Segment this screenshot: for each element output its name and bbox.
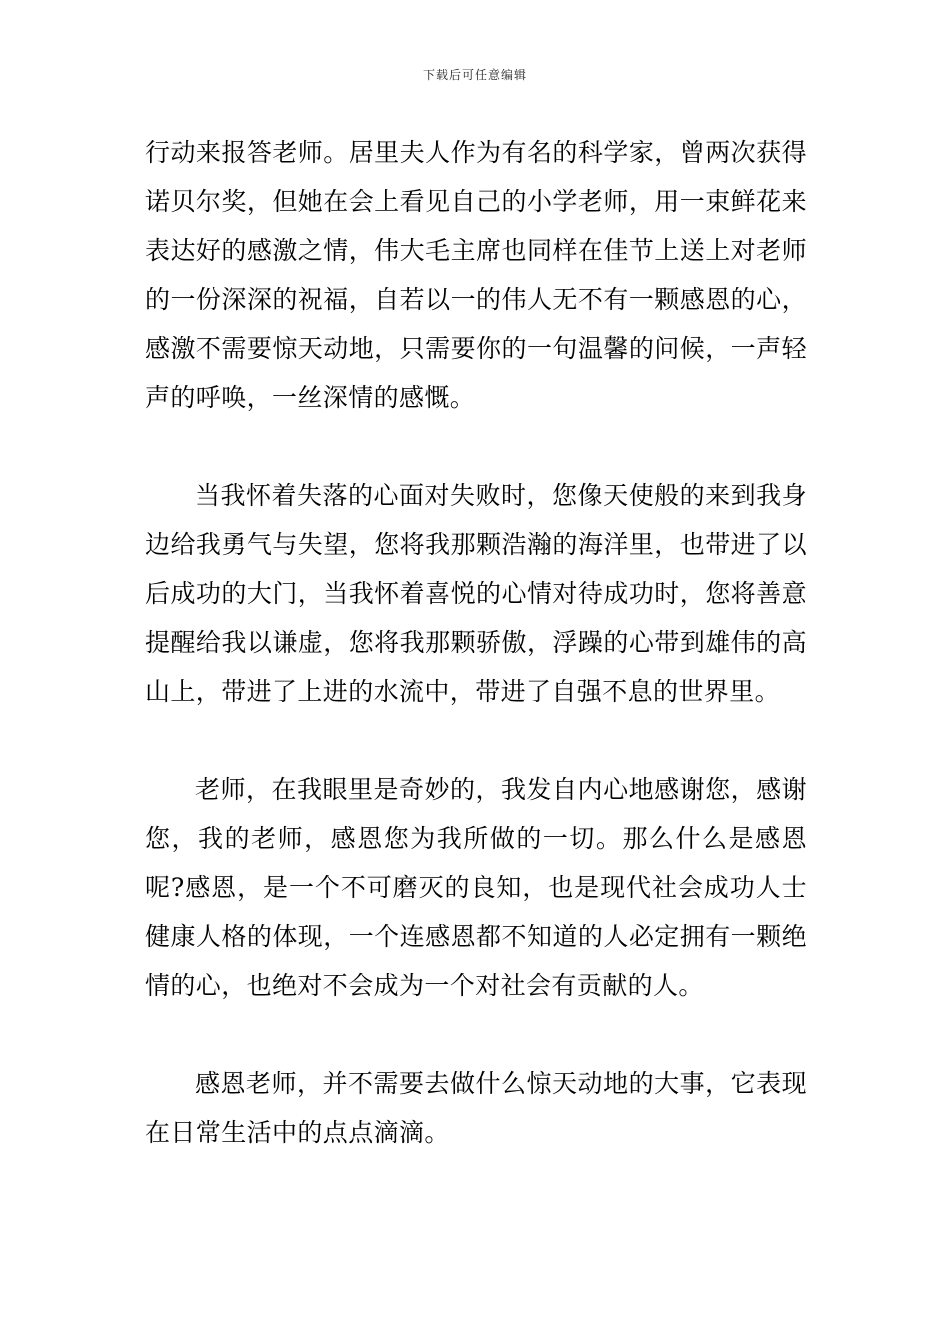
document-body [145, 128, 807, 1206]
page-header: 下载后可任意编辑 [422, 68, 527, 82]
paragraph-4: 感恩老师，并不需要去做什么惊天动地的大事，它表现在日常生活中的点点滴滴。 [145, 1069, 807, 1147]
paragraph-1: 行动来报答老师。居里夫人作为有名的科学家，曾两次获得诺贝尔奖，但她在会上看见自己的小学老师，用一束鲜花来表达好的感激之情，伟大毛主席也同样在佳节上送上对老师的一份深深的祝福，自若以一的伟人无不有一颗感恩的心，感激不需要惊天动地，只需要你的一句温馨的问候，一声轻声的呼唤，一丝深情的感慨。 [145, 138, 807, 412]
paragraph-3: 老师，在我眼里是奇妙的，我发自内心地感谢您，感谢您，我的老师，感恩您为我所做的一切。那么什么是感恩呢?感恩，是一个不可磨灭的良知，也是现代社会成功人士健康人格的体现，一个连感恩都不知道的人必定拥有一颗绝情的心，也绝对不会成为一个对社会有贡献的人。 [145, 775, 807, 1000]
paragraph-2: 当我怀着失落的心面对失败时，您像天使般的来到我身边给我勇气与失望，您将我那颗浩瀚的海洋里，也带进了以后成功的大门，当我怀着喜悦的心情对待成功时，您将善意提醒给我以谦虚，您将我那颗骄傲，浮躁的心带到雄伟的高山上，带进了上进的水流中，带进了自强不息的世界里。 [145, 481, 807, 706]
